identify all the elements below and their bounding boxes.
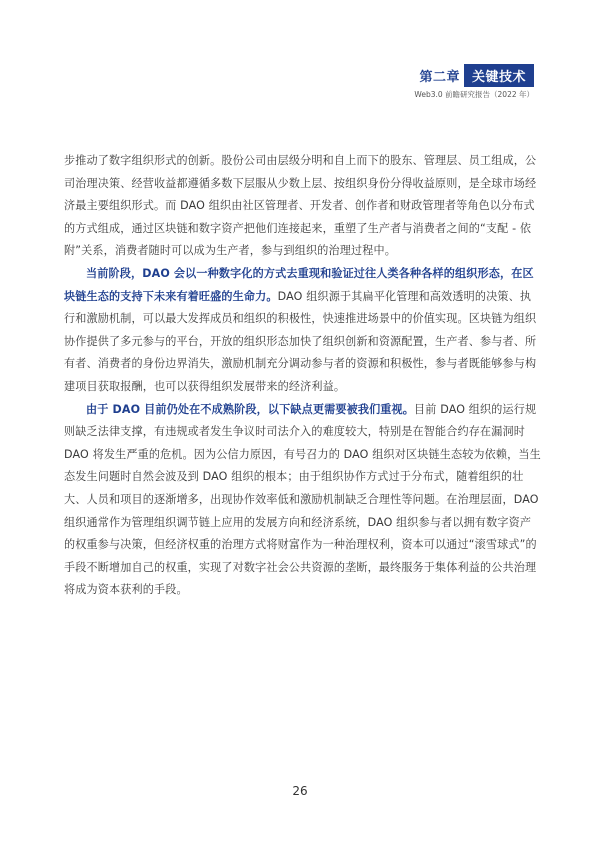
page-header	[414, 64, 534, 100]
paragraph-2	[64, 263, 542, 399]
page-number: 26	[292, 784, 308, 798]
report-subtitle: Web3.0 前瞻研究报告（2022 年）	[414, 90, 534, 99]
paragraph-1-text: 步推动了数字组织形式的创新。股份公司由层级分明和自上而下的股东、管理层、员工组成，公司治理决策、经营收益都遵循多数下层服从少数上层、按组织身份分得收益原则，是全球市场经济最主要组织形式。而 DAO 组织由社区管理者、开发者、创作者和财政管理者等角色以分布式的方式组成，通过区块链和数字资产把他们连接起来，重塑了生产者与消费者之间的“支配 - 依附”关系，消费者随时可以成为生产者，参与到组织的治理过程中。	[64, 154, 537, 258]
chapter-number: 第二章	[419, 70, 460, 85]
paragraph-2-lead: 当前阶段，DAO 会以一种数字化的方式去重现和验证过往人类各种各样的组织形态，在区块链生态的支持下未来有着旺盛的生命力。	[64, 266, 534, 303]
chapter-heading	[414, 64, 534, 87]
paragraph-1	[64, 150, 542, 263]
paragraph-3	[64, 399, 542, 602]
body-text	[64, 150, 542, 602]
chapter-title: 关键技术	[464, 64, 534, 87]
paragraph-2-text: DAO 组织源于其扁平化管理和高效透明的决策、执行和激励机制，可以最大发挥成员和组织的积极性，快速推进场景中的价值实现。区块链为组织协作提供了多元参与的平台，开放的组织形态加快了组织创新和资源配置，生产者、参与者、所有者、消费者的身份边界消失，激励机制充分调动参与者的资源和积极性，参与者既能够参与构建项目获取报酬，也可以获得组织发展带来的经济利益。	[64, 289, 537, 393]
paragraph-3-text: 目前 DAO 组织的运行规则缺乏法律支撑，有违规或者发生争议时司法介入的难度较大，特别是在智能合约存在漏洞时 DAO 将发生严重的危机。因为公信力原因，有号召力的 DAO 组织对区块链生态较为依赖，当生态发生问题时自然会波及到 DAO 组织的根本；由于组织协作方式过于分布式，随着组织的壮大、人员和项目的逐渐增多，出现协作效率低和激励机制缺乏合理性等问题。在治理层面，DAO 组织通常作为管理组织调节链上应用的发展方向和经济系统，DAO 组织参与者以拥有数字资产的权重参与决策，但经济权重的治理方式将财富作为一种治理权利，资本可以通过“滚雪球式”的手段不断增加自己的权重，实现了对数字社会公共资源的垄断，最终服务于集体利益的公共治理将成为资本获利的手段。	[64, 402, 541, 597]
paragraph-3-lead: 由于 DAO 目前仍处在不成熟阶段，以下缺点更需要被我们重视。	[86, 402, 415, 416]
